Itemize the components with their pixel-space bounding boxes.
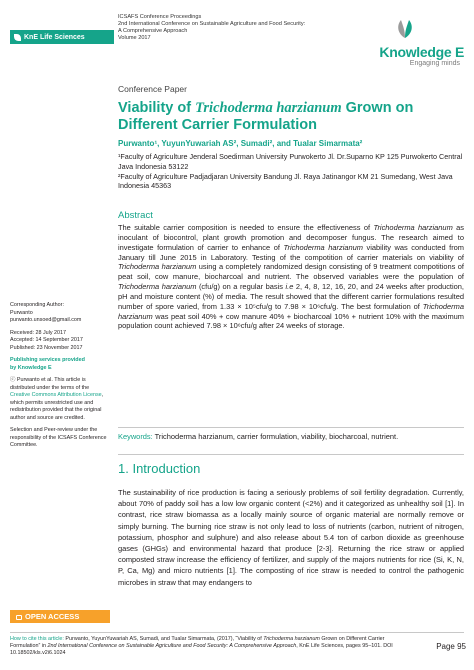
citation [10,636,410,657]
article-dates [10,330,110,353]
corr-email[interactable]: purwanto.unsoed@gmail.com [10,317,82,323]
intro-heading: 1. Introduction [118,461,201,476]
logo-brand: Knowledge E [379,44,464,60]
abstract-text: The suitable carrier composition is needed to ensure the effectiveness of [118,223,374,232]
proceedings-line: Volume 2017 [118,35,151,41]
proceedings-line: ICSAFS Conference Proceedings [118,14,202,20]
abstract-text: was peat soil 40% + cow manure 40% + biocharcoal 10% + nutrient 10% with the maximum population count achieved 7.98 × 10⁶cfu/g after 24 weeks of storage. [118,311,464,331]
abstract-species: Trichoderma harzianum [118,301,464,321]
keywords [118,432,464,442]
paper-type: Conference Paper [118,84,187,94]
keywords-label: Keywords: [118,432,153,441]
abstract-species: Trichoderma harzianum [373,223,453,232]
page-number: Page 95 [436,642,466,651]
open-access-badge [10,610,110,623]
journal-badge [10,30,114,44]
license-note [10,377,110,422]
title-part: Grown on Different Carrier Formulation [118,100,414,133]
abstract-species: Trichoderma harzianum [283,242,363,252]
knowledge-e-logo[interactable] [350,14,468,67]
leaf-icon [14,34,21,41]
affiliation-1: ¹Faculty of Agriculture Jenderal Soedirman University Purwokerto Jl. Dr.Suparno KP 125 Purwokerto Central Java Indonesia 53122 [118,152,463,171]
open-access-label: OPEN ACCESS [25,612,80,621]
published-date: Published: 23 November 2017 [10,344,83,351]
author-list: Purwanto¹, YuyunYuwariah AS², Sumadi², and Tualar Simarmata² [118,139,363,148]
corr-name: Purwanto [10,309,33,316]
license-text: , which permits unrestricted use and redistribution provided that the original author and source are credited. [10,392,104,421]
title-species: Trichoderma harzianum [195,100,342,116]
citation-species: Trichoderma harzianum [263,636,320,642]
intro-body: The sustainability of rice production is facing a seriously problems of soil fertility degradation. Currently, about 70% of paddy soil has a low low organic content (<2%) and it categorized as unhealthy soil [1]. In contrast, rice straw biomassa as a locally mainly source of organic material are normally remove or simply burning. The burning rice straw is not only lead to loss of nutrients (carbon, nutrient of nitrogen, potassium, phosphor and sulphure) and also release about 5.4 ton of carbon dioxide as greenhouse gases (GHGs) and environmental hazard that produce [2-3]. Returning the rice straw or applied composted straw increase the efficiency of fertilizer, and supply of the majors nutrients for rice (Si, K, N, P, Ca, Mg) and micro nutrients [1]. The composting of rice straw is needed to control the pathogenic microbes in straw that may endangers to [118,488,464,587]
citation-text: Purwanto, YuyunYuwariah AS, Sumadi, and Tualar Simarmata, (2017), “Viability of [63,636,264,642]
proceedings-line: A Comprehensive Approach [118,28,188,34]
abstract-body [118,223,464,331]
divider [118,454,464,455]
title-part: Viability of [118,100,196,116]
publisher-line: by Knowledge E [10,364,52,371]
citation-venue: 2nd International Conference on Sustainable Agriculture and Food Security: A Comprehensive Approach [47,643,297,649]
logo-tagline: Engaging minds [409,60,460,67]
divider [10,632,464,633]
citation-label: How to cite this article: [10,636,64,642]
abstract-text: 2, 4, 8, 12, 16, 20, and 24 weeks after production, pH and moisture content (%) of media. The result showed that the different carrier formulations resulted number of spore varied, from 1.33 × 10⁵cfu/g to 7.98 × 10⁶cfu/g. The best formulation of [118,282,464,311]
lock-icon [16,615,22,620]
abstract-species: Trichoderma harzianum [118,262,197,272]
affiliation-2: ²Faculty of Agriculture Padjadjaran University Bandung Jl. Raya Jatinangor KM 21 Sumedang, West Java Indonesia 45363 [118,171,453,191]
peer-review-note: Selection and Peer-review under the responsibility of the ICSAFS Conference Committee. [10,427,107,448]
publisher-note [10,357,110,372]
abstract-species: Trichoderma harzianum [118,282,197,292]
journal-name: KnE Life Sciences [24,33,85,41]
logo-mark-icon [392,16,418,40]
keywords-text: Trichoderma harzianum, carrier formulation, viability, biocharcoal, nutrient. [152,432,399,441]
article-sidebar [10,302,110,455]
citation-text: Grown on Different Carrier Formulation” in [10,636,385,649]
divider [118,427,464,428]
publisher-line: Publishing services provided [10,357,85,363]
corr-label: Corresponding Author: [10,302,64,308]
abstract-text: (cfu/g) on a regular basis [196,282,286,292]
abstract-text: as inoculant of biocontrol, plant growth promotion and decomposer fungus. The research aimed to investigate formulation of carrier to enhance of [118,223,465,252]
accepted-date: Accepted: 14 September 2017 [10,337,83,343]
proceedings-line: 2nd International Conference on Sustainable Agriculture and Food Security: [118,21,306,27]
abstract-text: viability was conducted from January till June 2015 in Laboratory. Testing of the compotition of carrier materials on viability of [118,242,465,262]
proceedings-info [118,14,353,42]
abstract-heading: Abstract [118,210,153,221]
affiliations [118,152,463,191]
corresponding-author [10,302,110,325]
paper-title [118,100,463,134]
abstract-text: using a completely randomized design consisting of 9 treatment compotitions of peat soil, cow manure, biocharcoal and nutrient. The observed variables were the population of [118,262,464,282]
received-date: Received: 28 July 2017 [10,329,67,336]
citation-text: , KnE Life Sciences, pages 95–101. DOI 10.18502/kls.v2i6.1024 [10,643,393,656]
abstract-ie: i.e [285,282,294,292]
license-link[interactable]: Creative Commons Attribution License [10,392,102,398]
license-text: ⓒ Purwanto et al. This article is distributed under the terms of the [10,377,90,391]
